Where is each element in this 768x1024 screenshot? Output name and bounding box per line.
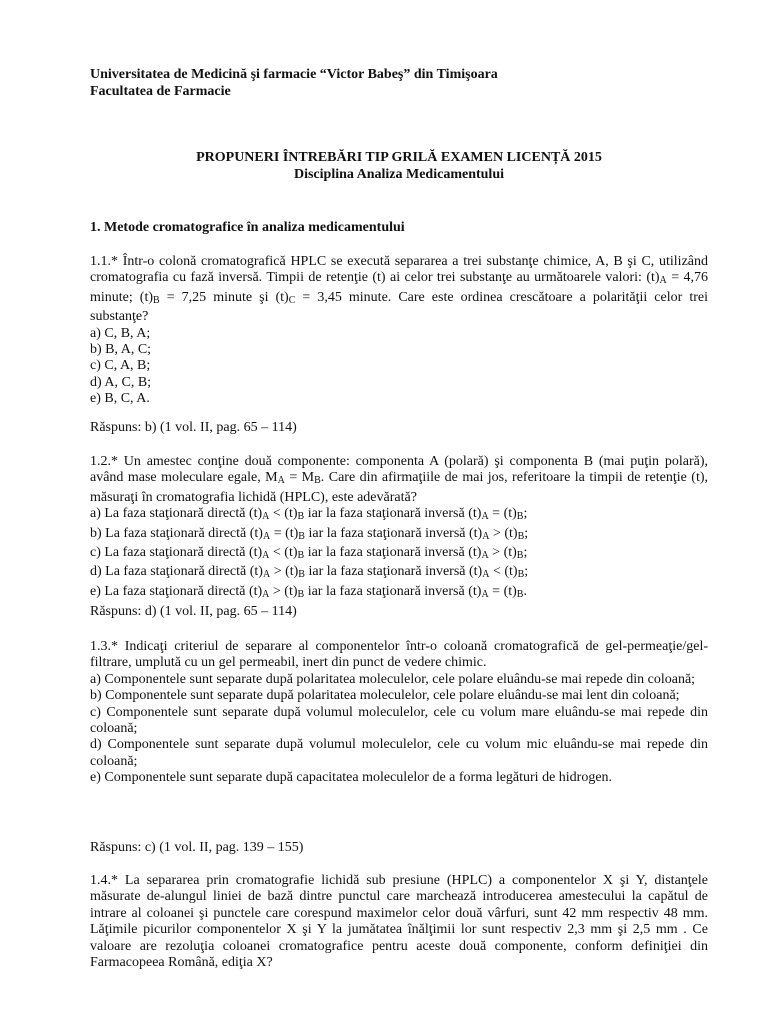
- option-e: e) La faza staţionară directă $(t)_A > (t)_B$ iar la faza staţionară inversă $(t)_A = (t)_B$.: [90, 583, 527, 600]
- option-a: a) Componentele sunt separate după polaritatea moleculelor, cele polare eluându-se mai repede din coloană;: [90, 671, 696, 687]
- section-heading: 1. Metode cromatografice în analiza medicamentului: [90, 220, 405, 235]
- document-title: PROPUNERI ÎNTREBĂRI TIP GRILĂ EXAMEN LICENȚĂ 2015: [196, 150, 602, 165]
- option-c: c) Componentele sunt separate după volumul moleculelor, cele cu volum mare eluându-se mai repede din coloană;: [90, 704, 708, 737]
- option-c: c) La faza staţionară directă $(t)_A < (t)_B$ iar la faza staţionară inversă $(t)_A > (t)_B$;: [90, 545, 528, 562]
- question-stem: 1.4.* La separarea prin cromatografie lichidă sub presiune (HPLC) a componentelor X şi Y, distanţele măsurate de-alungul liniei de bază dintre punctul care marchează introducerea amestecului la capătul de intrare al coloanei şi punctele care corespund maximelor celor două vârfuri, sunt 42 mm respectiv 48 mm. Lăţimile picurilor componentelor X şi Y la jumătatea înălţimii lor sunt respectiv 2,3 mm şi 2,5 mm . Ce valoare are rezoluţia coloanei cromatografice pentru aceste două componente, conform definiţiei din Farmacopeea Română, ediţia X?: [90, 873, 708, 971]
- answer-1-2: Răspuns: d) (1 vol. II, pag. 65 – 114): [90, 604, 297, 619]
- option-b: b) Componentele sunt separate după polaritatea moleculelor, cele polare eluându-se mai lent din coloană;: [90, 688, 680, 704]
- option-b: b) B, A, C;: [90, 342, 152, 358]
- option-a: a) La faza staţionară directă $(t)_A < (t)_B$ iar la faza staţionară inversă $(t)_A = (t)_B$;: [90, 506, 528, 523]
- question-1-2: [90, 454, 708, 603]
- option-c: c) C, A, B;: [90, 358, 151, 374]
- question-stem: 1.2.* Un amestec conţine două componente: componenta A (polară) şi componenta B (mai puţin polară), având mase moleculare egale, $M_A = M_B$. Care din afirmaţiile de mai jos, referitoare la timpii de retenţie (t), măsuraţi în cromatografia lichidă (HPLC), este adevărată?: [90, 454, 709, 505]
- option-b: b) La faza staţionară directă $(t)_A = (t)_B$ iar la faza staţionară inversă $(t)_A > (t)_B$;: [90, 525, 529, 542]
- option-e: e) B, C, A.: [90, 391, 150, 407]
- option-d: d) A, C, B;: [90, 374, 152, 390]
- university-name: Universitatea de Medicină şi farmacie “Victor Babeş” din Timişoara: [90, 67, 498, 82]
- question-stem: 1.1.* Într-o colonă cromatografică HPLC se execută separarea a trei substanţe chimice, A, B şi C, utilizând cromatografia cu fază inversă. Timpii de retenţie (t) ai celor trei substanţe au următoarele valori: $(t)_A = 4,76$ minute; $(t)_B = 7,25$ minute şi $(t)_C = 3,45$ minute. Care este ordinea crescătoare a polarităţii celor trei substanţe?: [90, 254, 708, 325]
- discipline-title: Disciplina Analiza Medicamentului: [293, 167, 504, 182]
- question-stem: 1.3.* Indicaţi criteriul de separare al componentelor într-o coloană cromatografică de gel-permeaţie/gel-filtrare, umplută cu un gel permeabil, inert din punct de vedere chimic.: [90, 639, 708, 671]
- answer-1-3: Răspuns: c) (1 vol. II, pag. 139 – 155): [90, 840, 304, 855]
- faculty-name: Facultatea de Farmacie: [90, 84, 231, 99]
- option-e: e) Componentele sunt separate după capacitatea moleculelor de a forma legături de hidrogen.: [90, 770, 613, 786]
- option-d: d) La faza staţionară directă $(t)_A > (t)_B$ iar la faza staţionară inversă $(t)_A < (t)_B$;: [90, 564, 529, 581]
- institution-header: [90, 66, 708, 100]
- question-1-1: [90, 254, 708, 408]
- question-1-3: [90, 639, 708, 787]
- question-1-4: [90, 873, 708, 971]
- option-a: a) C, B, A;: [90, 325, 151, 341]
- answer-1-1: Răspuns: b) (1 vol. II, pag. 65 – 114): [90, 420, 297, 435]
- option-d: d) Componentele sunt separate după volumul moleculelor, cele cu volum mic eluându-se mai repede din coloană;: [90, 737, 708, 769]
- document-title-block: [90, 149, 708, 183]
